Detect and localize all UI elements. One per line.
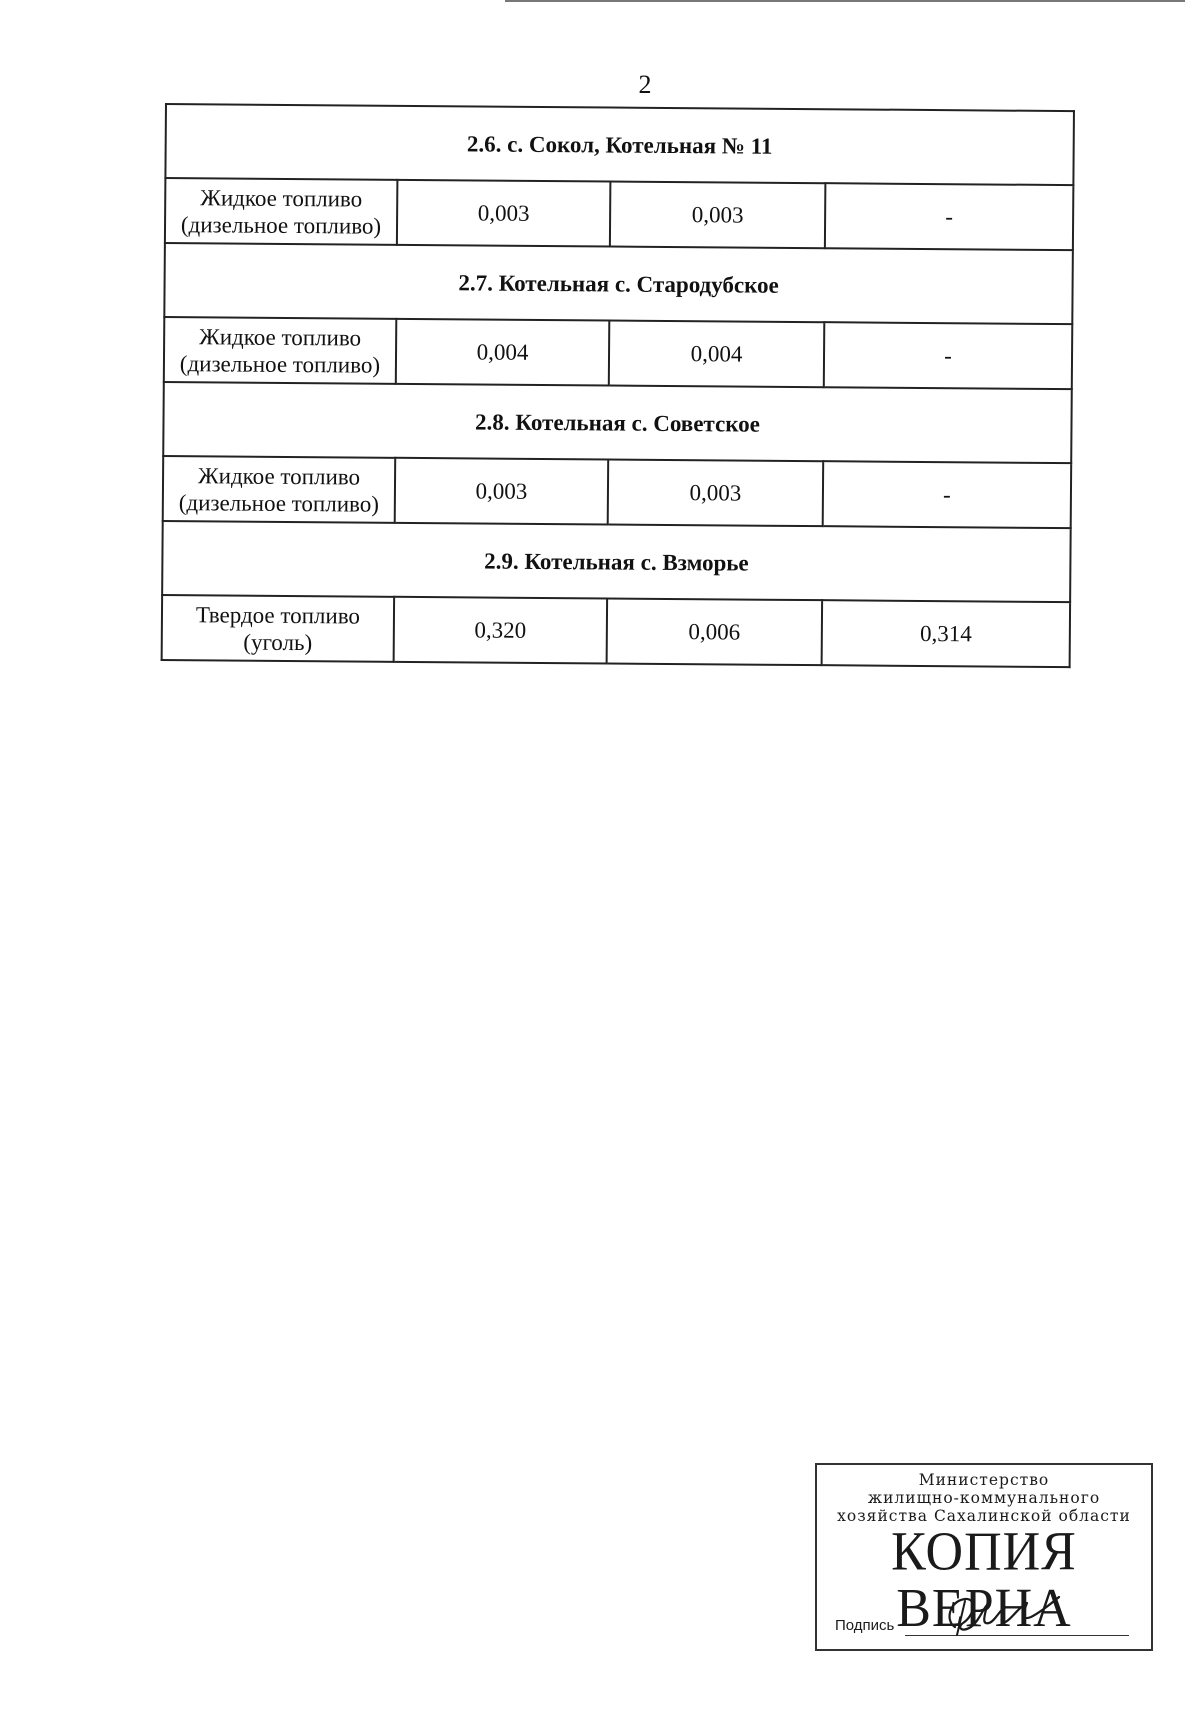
table-row <box>165 178 1074 250</box>
value-cell: 0,003 <box>395 458 609 525</box>
value-cell: - <box>825 183 1074 250</box>
fuel-type-cell <box>162 595 395 662</box>
value-cell: 0,006 <box>607 598 823 665</box>
fuel-type-cell <box>163 456 396 523</box>
signature-label: Подпись <box>835 1617 895 1634</box>
section-title: 2.9. Котельная с. Взморье <box>162 521 1071 602</box>
page-number: 2 <box>638 70 652 99</box>
section-title: 2.7. Котельная с. Стародубское <box>164 243 1073 324</box>
top-edge-line <box>505 0 1185 2</box>
section-title: 2.6. с. Сокол, Котельная № 11 <box>165 104 1074 185</box>
value-cell: 0,320 <box>394 597 608 664</box>
table-row <box>162 595 1071 667</box>
fuel-type-detail: (дизельное топливо) <box>179 350 381 378</box>
certified-copy-stamp <box>815 1463 1153 1651</box>
value-cell: 0,003 <box>397 180 611 247</box>
fuel-table <box>161 103 1075 668</box>
fuel-type-line: Твердое топливо <box>195 601 361 629</box>
fuel-type-line: Жидкое топливо <box>198 462 361 490</box>
value-cell: - <box>824 322 1073 389</box>
stamp-ministry-line: хозяйства Сахалинской области <box>837 1507 1131 1525</box>
fuel-type-detail: (дизельное топливо) <box>180 211 382 239</box>
fuel-type-detail: (уголь) <box>243 629 313 655</box>
stamp-signature-row <box>835 1613 1135 1639</box>
value-cell: 0,003 <box>610 182 826 249</box>
fuel-type-cell <box>164 317 397 384</box>
section-header-row <box>165 104 1074 185</box>
section-header-row <box>162 521 1071 602</box>
section-header-row <box>164 243 1073 324</box>
value-cell: 0,004 <box>609 320 825 387</box>
value-cell: 0,314 <box>822 600 1071 667</box>
handwritten-signature-icon <box>935 1591 1065 1639</box>
value-cell: 0,003 <box>608 459 824 526</box>
fuel-type-cell <box>165 178 398 245</box>
fuel-type-detail: (дизельное топливо) <box>178 489 380 517</box>
fuel-type-line: Жидкое топливо <box>200 184 363 212</box>
stamp-ministry-line: Министерство <box>918 1471 1050 1489</box>
value-cell: 0,004 <box>396 319 610 386</box>
section-title: 2.8. Котельная с. Советское <box>163 382 1072 463</box>
section-header-row <box>163 382 1072 463</box>
stamp-title: КОПИЯ ВЕРНА <box>891 1522 1077 1639</box>
table-row <box>164 317 1073 389</box>
stamp-ministry-line: жилищно-коммунального <box>867 1489 1101 1507</box>
fuel-type-line: Жидкое топливо <box>199 323 362 351</box>
value-cell: - <box>823 461 1072 528</box>
table-row <box>163 456 1072 528</box>
